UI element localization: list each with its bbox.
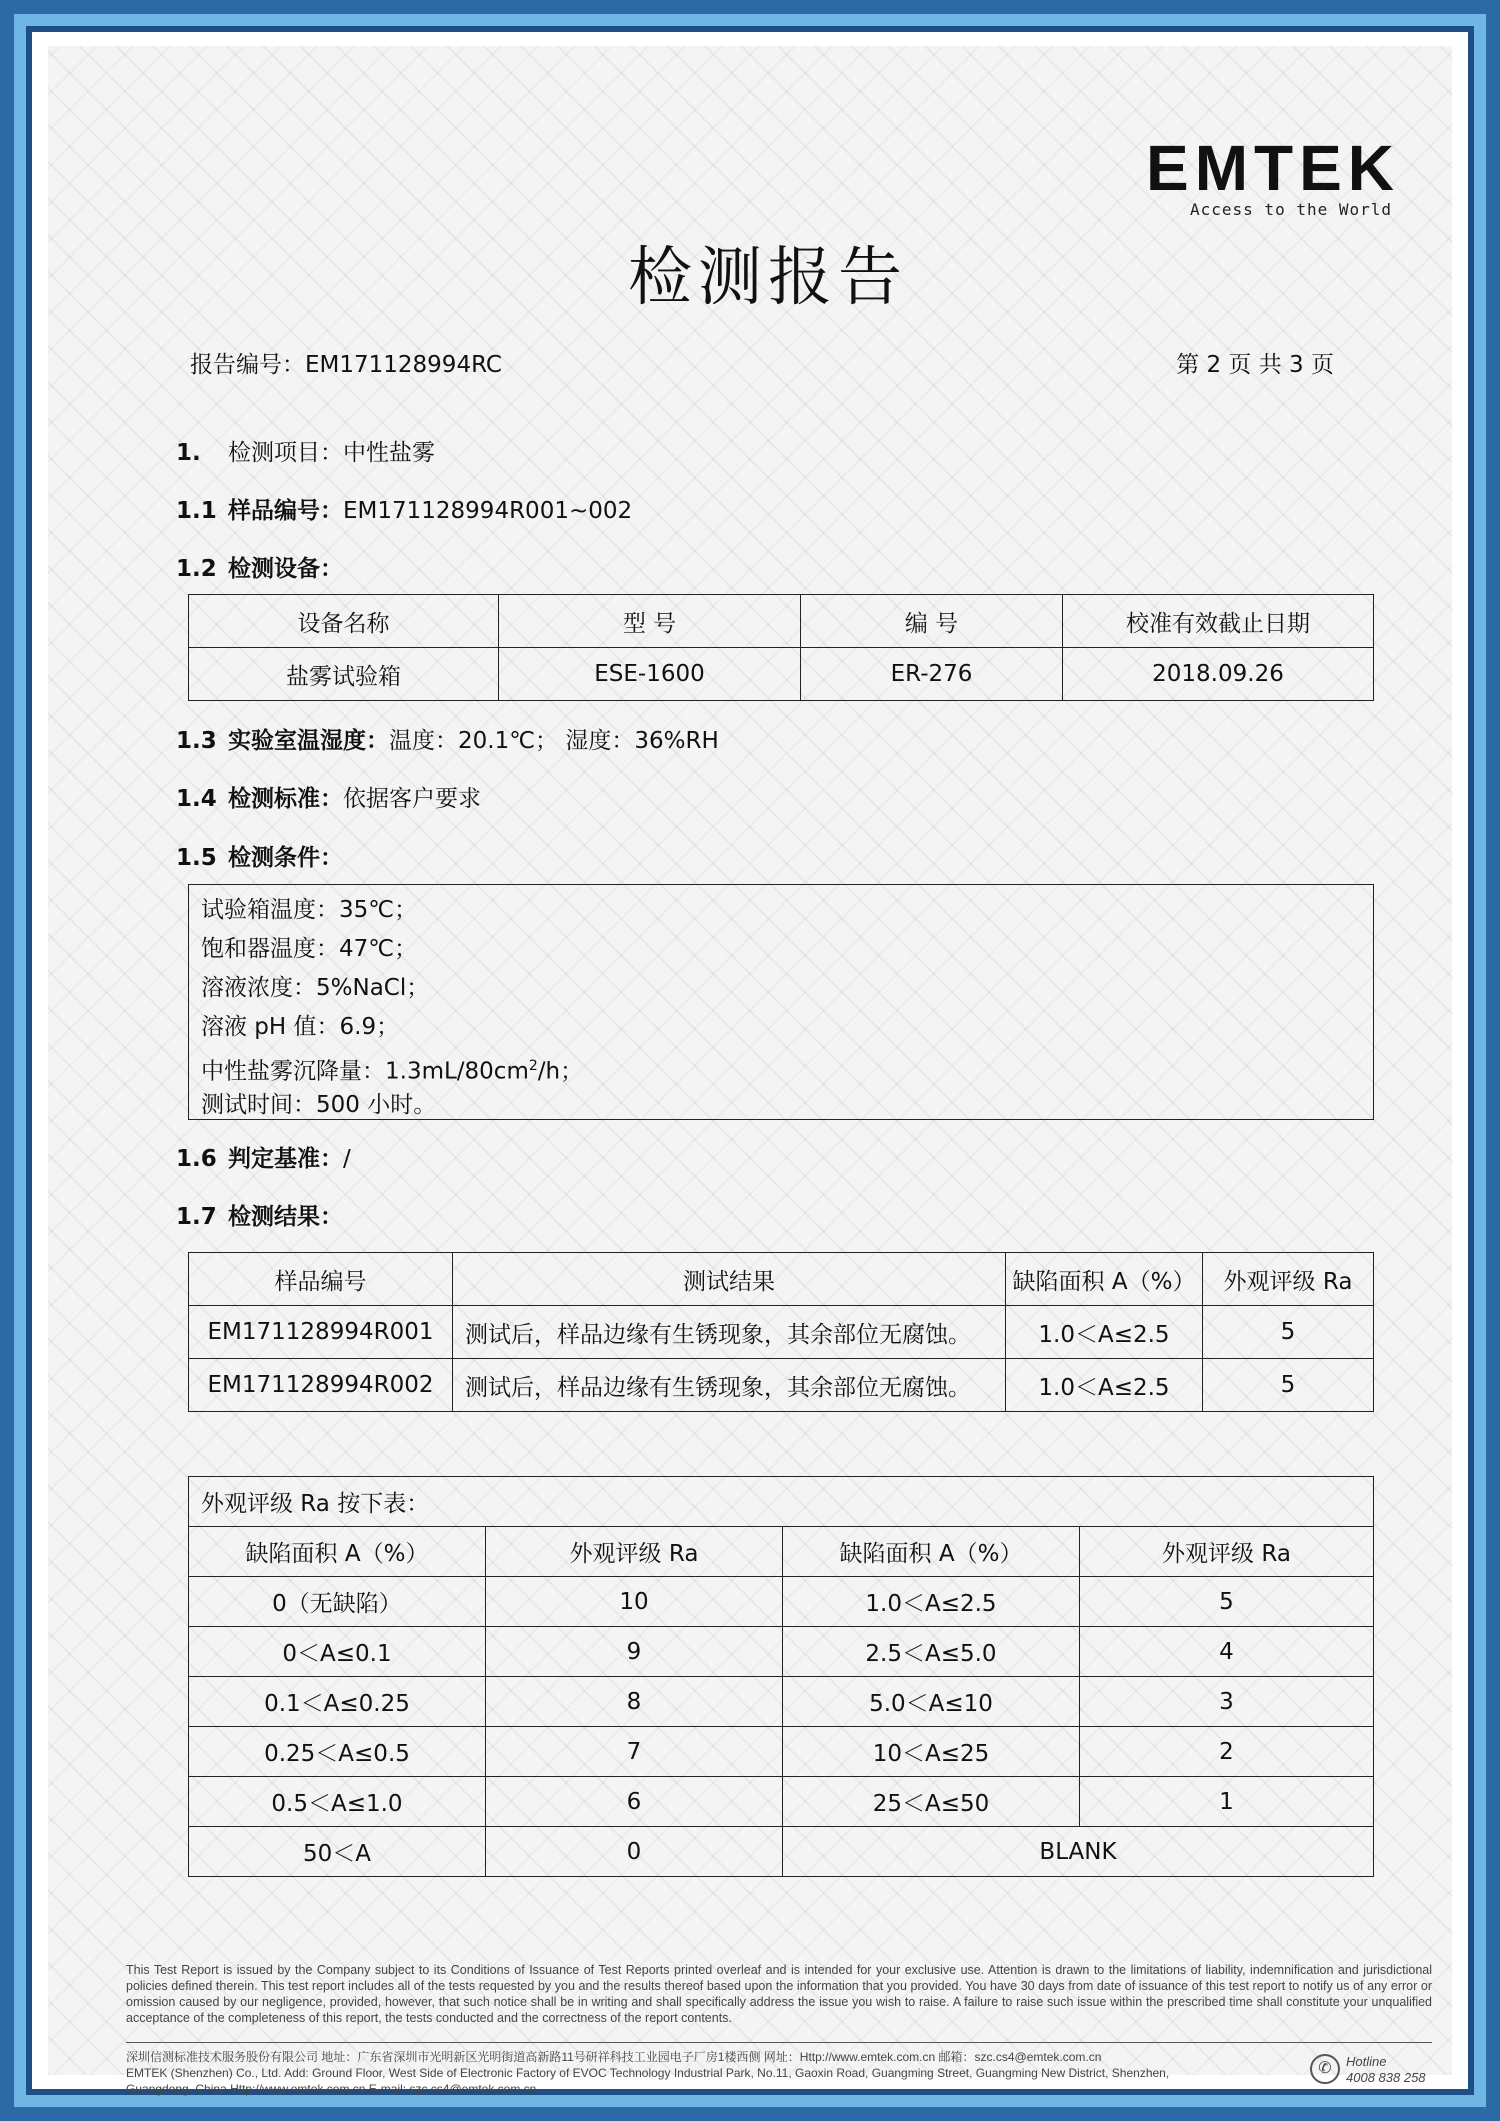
table-cell: 10 [486, 1577, 783, 1627]
logo-brand: EMTEK [1146, 132, 1400, 204]
page-info: 第 2 页 共 3 页 [1176, 352, 1334, 378]
hotline-number: 4008 838 258 [1346, 2070, 1426, 2085]
section-1-6 [176, 1140, 351, 1173]
table-cell: 1.0＜A≤2.5 [783, 1577, 1080, 1627]
table-cell: 4 [1080, 1627, 1374, 1677]
emtek-logo [1146, 132, 1446, 219]
equipment-table [188, 594, 1374, 701]
table-cell: 3 [1080, 1677, 1374, 1727]
table-cell: ER-276 [801, 648, 1063, 701]
table-cell: 2 [1080, 1727, 1374, 1777]
table-header-cell: 缺陷面积 A（%） [1006, 1253, 1203, 1306]
condition-line: 溶液 pH 值：6.9； [201, 1014, 400, 1040]
table-row [189, 1827, 1374, 1877]
section-label: 检测设备： [228, 556, 343, 582]
condition-suffix: /h； [537, 1058, 584, 1085]
table-cell: 25＜A≤50 [783, 1777, 1080, 1827]
section-label: 检测结果： [228, 1204, 343, 1230]
section-number: 1.7 [176, 1204, 217, 1230]
table-row [189, 1359, 1374, 1412]
table-header-cell: 样品编号 [189, 1253, 453, 1306]
section-label: 检测条件： [228, 845, 343, 871]
table-cell: 5 [1203, 1359, 1374, 1412]
section-1-5 [176, 839, 343, 872]
table-caption: 外观评级 Ra 按下表： [189, 1477, 1374, 1527]
results-table [188, 1252, 1374, 1412]
table-cell: 7 [486, 1727, 783, 1777]
section-label: 样品编号： [228, 498, 343, 524]
hotline [1310, 2054, 1426, 2087]
table-cell: 5.0＜A≤10 [783, 1677, 1080, 1727]
table-row [189, 1727, 1374, 1777]
table-cell: EM171128994R002 [189, 1359, 453, 1412]
table-cell: 50＜A [189, 1827, 486, 1877]
table-header-row [189, 1253, 1374, 1306]
table-cell: 10＜A≤25 [783, 1727, 1080, 1777]
table-row [189, 1777, 1374, 1827]
section-value: / [343, 1146, 351, 1172]
footer-line-en-2: Guangdong, China Http://www.emtek.com.cn E-mail: szc.cs4@emtek.com.cn [126, 2082, 537, 2096]
condition-line-deposition [201, 1047, 1361, 1086]
hotline-label: Hotline [1346, 2054, 1387, 2069]
section-value: EM171128994R001~002 [343, 498, 633, 524]
frame-inner [26, 26, 1474, 2095]
report-title: 检测报告 [628, 241, 908, 315]
table-cell: 1 [1080, 1777, 1374, 1827]
table-header-cell: 编 号 [801, 595, 1063, 648]
table-cell: 5 [1203, 1306, 1374, 1359]
table-cell: EM171128994R001 [189, 1306, 453, 1359]
section-number: 1.1 [176, 498, 217, 524]
footer-line-cn: 深圳信测标准技术服务股份有限公司 地址：广东省深圳市光明新区光明街道高新路11号研祥科技工业园电子厂房1楼西侧 网址：Http://www.emtek.com.cn 邮箱：szc.cs4@emtek.com.cn [126, 2050, 1102, 2064]
table-header-cell: 外观评级 Ra [1080, 1527, 1374, 1577]
table-cell: 0（无缺陷） [189, 1577, 486, 1627]
table-cell: 测试后，样品边缘有生锈现象，其余部位无腐蚀。 [453, 1306, 1006, 1359]
section-number: 1.6 [176, 1146, 217, 1172]
table-row [189, 648, 1374, 701]
table-header-cell: 外观评级 Ra [486, 1527, 783, 1577]
section-label: 检测项目： [228, 440, 343, 466]
section-1-1 [176, 492, 632, 525]
table-cell: 1.0＜A≤2.5 [1006, 1359, 1203, 1412]
hotline-text [1346, 2054, 1426, 2086]
section-1-2 [176, 550, 343, 583]
table-cell: 盐雾试验箱 [189, 648, 499, 701]
section-value: 依据客户要求 [343, 786, 481, 812]
section-label: 判定基准： [228, 1146, 343, 1172]
section-value: 中性盐雾 [343, 440, 435, 466]
test-conditions-box [188, 884, 1374, 1120]
section-1-7 [176, 1198, 343, 1231]
section-number: 1.2 [176, 556, 217, 582]
condition-superscript: 2 [528, 1058, 538, 1074]
table-cell-blank: BLANK [783, 1827, 1374, 1877]
table-cell: 0.5＜A≤1.0 [189, 1777, 486, 1827]
company-footer [126, 2049, 1286, 2097]
phone-icon: ✆ [1310, 2054, 1340, 2084]
section-number: 1.4 [176, 786, 217, 812]
table-cell: ESE-1600 [499, 648, 801, 701]
disclaimer-text: This Test Report is issued by the Company subject to its Conditions of Issuance of Test Reports printed overleaf and is intended for your exclusive use. Attention is drawn to the limitations of liability, indemnification and jurisdictional policies defined therein. This test report includes all of the tests requested by you and the results thereof based upon the information that you provided. You have 30 days from date of issuance of this test report to notify us of any error or omission caused by our negligence, provided, however, that such notice shall be in writing and shall specifically address the issue you wish to raise. A failure to raise such issue within the prescribed time shall constitute your unqualified acceptance of the completeness of this report, the tests conducted and the correctness of the report contents. [126, 1963, 1432, 2025]
section-value: 温度：20.1℃； 湿度：36%RH [389, 728, 719, 754]
footer-divider [126, 2042, 1432, 2043]
table-row [189, 1627, 1374, 1677]
section-1-3 [176, 722, 719, 755]
table-cell: 2.5＜A≤5.0 [783, 1627, 1080, 1677]
table-header-cell: 设备名称 [189, 595, 499, 648]
table-cell: 0.25＜A≤0.5 [189, 1727, 486, 1777]
footer-line-en: EMTEK (Shenzhen) Co., Ltd. Add: Ground Floor, West Side of Electronic Factory of EVOC Technology Industrial Park, No.11, Gaoxin Road, Guangming Street, Guangming New District, Shenzhen, [126, 2066, 1170, 2080]
report-paper [48, 46, 1452, 2096]
table-row [189, 1577, 1374, 1627]
condition-line: 试验箱温度：35℃； [201, 897, 418, 923]
condition-line: 测试时间：500 小时。 [201, 1092, 437, 1118]
table-cell: 1.0＜A≤2.5 [1006, 1306, 1203, 1359]
table-header-cell: 缺陷面积 A（%） [189, 1527, 486, 1577]
logo-tagline: Access to the World [1190, 200, 1393, 219]
table-cell: 6 [486, 1777, 783, 1827]
table-caption-row [189, 1477, 1374, 1527]
table-header-cell: 测试结果 [453, 1253, 1006, 1306]
condition-line: 饱和器温度：47℃； [201, 936, 418, 962]
table-cell: 9 [486, 1627, 783, 1677]
section-label: 检测标准： [228, 786, 343, 812]
condition-line: 溶液浓度：5%NaCl； [201, 975, 430, 1001]
condition-text: 中性盐雾沉降量：1.3mL/80cm [201, 1058, 529, 1085]
table-cell: 5 [1080, 1577, 1374, 1627]
table-header-cell: 外观评级 Ra [1203, 1253, 1374, 1306]
table-header-row [189, 1527, 1374, 1577]
section-number: 1. [176, 440, 201, 466]
table-row [189, 1306, 1374, 1359]
section-1 [176, 434, 435, 467]
table-header-row [189, 595, 1374, 648]
rating-table [188, 1476, 1374, 1877]
table-row [189, 1677, 1374, 1727]
table-cell: 2018.09.26 [1063, 648, 1374, 701]
section-label: 实验室温湿度： [228, 728, 389, 754]
table-header-cell: 缺陷面积 A（%） [783, 1527, 1080, 1577]
report-number: 报告编号：EM171128994RC [190, 352, 502, 378]
section-number: 1.5 [176, 845, 217, 871]
section-1-4 [176, 780, 481, 813]
section-number: 1.3 [176, 728, 217, 754]
table-cell: 0＜A≤0.1 [189, 1627, 486, 1677]
table-header-cell: 校准有效截止日期 [1063, 595, 1374, 648]
table-cell: 8 [486, 1677, 783, 1727]
table-cell: 0 [486, 1827, 783, 1877]
table-cell: 0.1＜A≤0.25 [189, 1677, 486, 1727]
table-cell: 测试后，样品边缘有生锈现象，其余部位无腐蚀。 [453, 1359, 1006, 1412]
table-header-cell: 型 号 [499, 595, 801, 648]
